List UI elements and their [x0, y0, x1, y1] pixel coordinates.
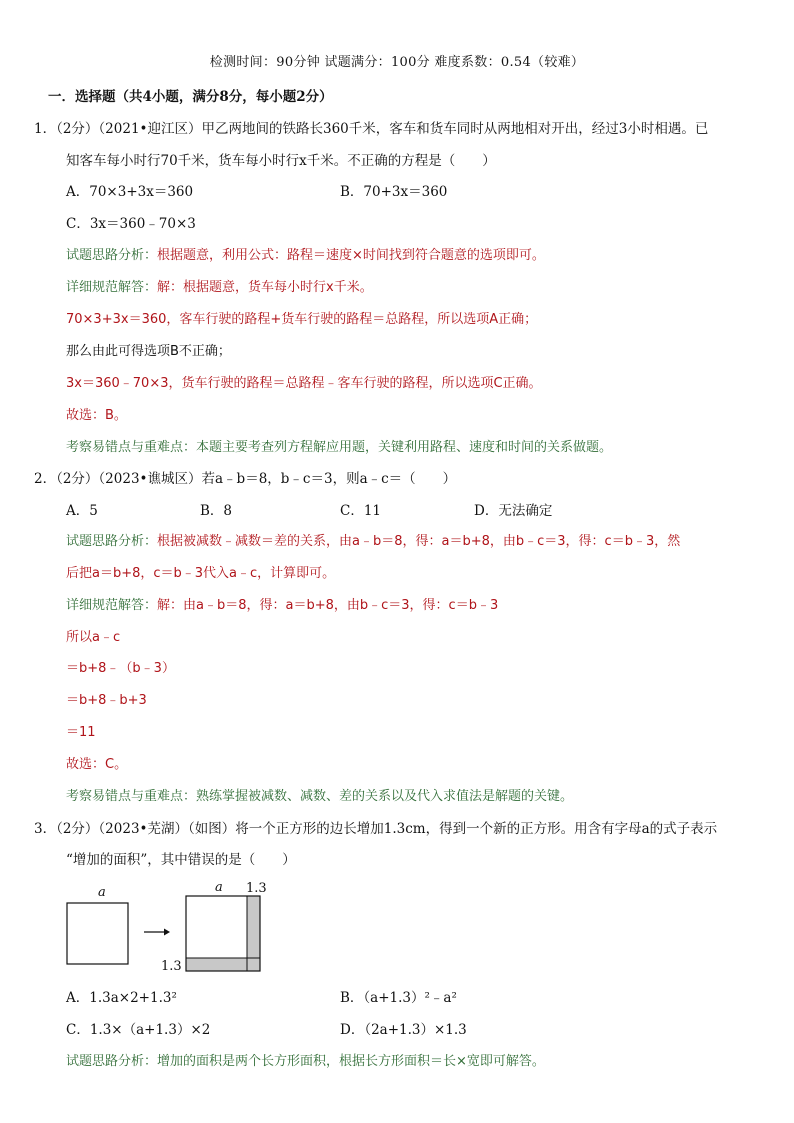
arrow-right-icon: [164, 929, 170, 936]
figure-label-a-new: a: [215, 880, 223, 895]
q1-stem-line2: 知客车每小时行70千米，货车每小时行x千米。不正确的方程是（ ）: [66, 153, 496, 169]
q1-points: [66, 439, 612, 457]
q1-solution-line1: 解：根据题意，货车每小时行x千米。: [157, 280, 373, 295]
q2-option-c: C．11: [340, 503, 382, 519]
q2-solution-line3: ＝b+8﹣（b﹣3）: [66, 661, 175, 676]
q2-solution: [66, 597, 498, 615]
q1-analysis-text: 根据题意，利用公式：路程＝速度×时间找到符合题意的选项即可。: [157, 248, 545, 263]
q1-answer: 故选：B。: [66, 408, 127, 423]
q2-option-b: B．8: [200, 503, 233, 519]
figure-label-a-original: a: [98, 885, 106, 900]
q1-points-text: 本题主要考查列方程解应用题，关键利用路程、速度和时间的关系做题。: [196, 440, 613, 455]
square-expansion-figure: [60, 878, 280, 978]
q2-analysis-line2: 后把a＝b+8，c＝b﹣3代入a﹣c，计算即可。: [66, 566, 336, 581]
q1-stem-line1: 1．（2分）（2021•迎江区）甲乙两地间的铁路长360千米，客车和货车同时从两地相对开出，经过3小时相遇。已: [34, 121, 709, 137]
analysis-label: 试题思路分析：: [66, 248, 158, 263]
shaded-strip-right: [247, 896, 260, 958]
q3-option-c: C．1.3×（a+1.3）×2: [66, 1022, 211, 1038]
q2-stem: 2．（2分）（2023•谯城区）若a﹣b＝8，b﹣c＝3，则a﹣c＝（ ）: [34, 471, 457, 487]
solution-label: 详细规范解答：: [66, 598, 158, 613]
q2-option-d: D．无法确定: [474, 503, 553, 519]
q3-analysis: [66, 1053, 545, 1071]
figure-label-left-increment: 1.3: [161, 959, 182, 974]
q1-solution-line4: 3x＝360﹣70×3，货车行驶的路程＝总路程﹣客车行驶的路程，所以选项C正确。: [66, 376, 542, 391]
q2-option-a: A．5: [66, 503, 98, 519]
exam-header: 检测时间：90分钟 试题满分：100分 难度系数：0.54（较难）: [209, 55, 585, 70]
q2-points-text: 熟练掌握被减数、减数、差的关系以及代入求值法是解题的关键。: [196, 789, 574, 804]
q2-solution-line1: 解：由a﹣b＝8，得：a＝b+8，由b﹣c＝3，得：c＝b﹣3: [157, 598, 499, 613]
q3-option-b: B．（a+1.3）²﹣a²: [340, 990, 457, 1006]
q2-analysis: [66, 533, 680, 551]
q1-solution: [66, 279, 373, 297]
q1-solution-line3: 那么由此可得选项B不正确；: [66, 344, 231, 359]
q3-option-a: A．1.3a×2+1.3²: [66, 990, 177, 1006]
points-label: 考察易错点与重难点：: [66, 789, 197, 804]
q3-option-d: D．（2a+1.3）×1.3: [340, 1022, 467, 1038]
original-square: [67, 903, 128, 964]
section-title: 一．选择题（共4小题，满分8分，每小题2分）: [48, 89, 333, 105]
q1-analysis: [66, 247, 545, 265]
q2-solution-line4: ＝b+8﹣b+3: [66, 693, 147, 708]
q3-stem-line2: “增加的面积”，其中错误的是（ ）: [66, 852, 296, 868]
q2-solution-line2: 所以a﹣c: [66, 630, 121, 645]
points-label: 考察易错点与重难点：: [66, 440, 197, 455]
shaded-strip-bottom: [186, 958, 260, 971]
q2-solution-line5: ＝11: [66, 725, 96, 740]
analysis-label: 试题思路分析：: [66, 1054, 158, 1069]
q3-analysis-text: 增加的面积是两个长方形面积，根据长方形面积＝长×宽即可解答。: [157, 1054, 545, 1069]
q1-option-b: B．70+3x＝360: [340, 184, 448, 200]
analysis-label: 试题思路分析：: [66, 534, 158, 549]
q2-answer: 故选：C。: [66, 757, 128, 772]
q1-option-a: A．70×3+3x＝360: [66, 184, 194, 200]
q2-points: [66, 788, 573, 806]
q2-analysis-line1: 根据被减数﹣减数＝差的关系，由a﹣b＝8，得：a＝b+8，由b﹣c＝3，得：c＝b﹣3，然: [157, 534, 681, 549]
solution-label: 详细规范解答：: [66, 280, 158, 295]
q1-option-c: C．3x＝360﹣70×3: [66, 216, 196, 232]
figure-label-top-increment: 1.3: [246, 881, 267, 896]
q1-solution-line2: 70×3+3x＝360，客车行驶的路程+货车行驶的路程＝总路程，所以选项A正确；: [66, 312, 538, 327]
q3-stem-line1: 3．（2分）（2023•芜湖）（如图）将一个正方形的边长增加1.3cm，得到一个新的正方形。用含有字母a的式子表示: [34, 821, 718, 837]
